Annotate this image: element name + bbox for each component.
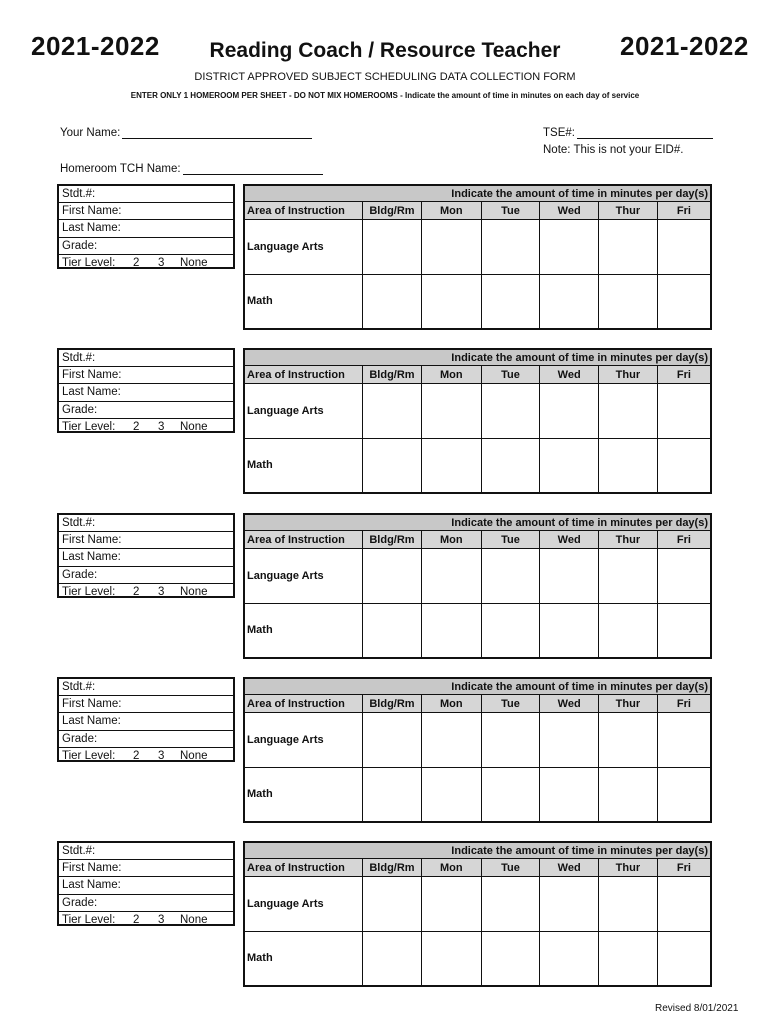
thur-minutes-input[interactable]: [599, 438, 658, 493]
mon-minutes-input[interactable]: [421, 274, 481, 329]
tse-label: TSE#:: [543, 127, 575, 139]
minutes-header: Indicate the amount of time in minutes per day(s): [244, 842, 711, 859]
grade-field[interactable]: [59, 731, 233, 748]
last-name-field[interactable]: [59, 549, 233, 566]
area-of-instruction-header: Area of Instruction: [244, 202, 363, 220]
student-info-box: [57, 513, 235, 598]
fri-minutes-input[interactable]: [657, 438, 711, 493]
day-header-wed: Wed: [540, 859, 599, 877]
schedule-grid: [243, 513, 712, 659]
first-name-label: First Name:: [62, 534, 122, 547]
subject-row-language-arts: [244, 220, 711, 274]
thur-minutes-input[interactable]: [599, 767, 658, 822]
stdt-number-field[interactable]: [59, 186, 233, 203]
grade-label: Grade:: [62, 568, 98, 581]
first-name-field[interactable]: [59, 532, 233, 549]
day-header-fri: Fri: [657, 695, 711, 713]
subject-row-math: [244, 274, 711, 329]
first-name-field[interactable]: [59, 860, 233, 877]
student-block: [57, 841, 712, 987]
tue-minutes-input[interactable]: [481, 220, 540, 274]
day-header-fri: Fri: [657, 366, 711, 384]
day-header-thur: Thur: [599, 531, 658, 549]
tier-option-2[interactable]: 2: [133, 256, 140, 269]
tier-option-2[interactable]: 2: [133, 585, 140, 598]
subject-row-language-arts: [244, 384, 711, 438]
schedule-grid: [243, 841, 712, 987]
thur-minutes-input[interactable]: [599, 274, 658, 329]
bldg-rm-input[interactable]: [363, 767, 422, 822]
day-header-wed: Wed: [540, 202, 599, 220]
wed-minutes-input[interactable]: [540, 767, 599, 822]
wed-minutes-input[interactable]: [540, 274, 599, 329]
thur-minutes-input[interactable]: [599, 931, 658, 986]
tue-minutes-input[interactable]: [481, 877, 540, 931]
your-name-field: [60, 126, 312, 139]
schedule-grid: [243, 677, 712, 823]
minutes-header: Indicate the amount of time in minutes per day(s): [244, 514, 711, 531]
area-of-instruction-header: Area of Instruction: [244, 695, 363, 713]
day-header-wed: Wed: [540, 531, 599, 549]
area-of-instruction-header: Area of Instruction: [244, 366, 363, 384]
day-header-tue: Tue: [481, 695, 540, 713]
tier-option-none[interactable]: None: [180, 913, 208, 926]
wed-minutes-input[interactable]: [540, 220, 599, 274]
stdt-number-field[interactable]: [59, 350, 233, 367]
day-header-tue: Tue: [481, 859, 540, 877]
subject-label-language-arts: Language Arts: [244, 220, 363, 274]
student-info-box: [57, 348, 235, 433]
bldg-rm-input[interactable]: [363, 220, 422, 274]
grade-field[interactable]: [59, 567, 233, 584]
tue-minutes-input[interactable]: [481, 438, 540, 493]
fri-minutes-input[interactable]: [657, 549, 711, 603]
day-header-thur: Thur: [599, 859, 658, 877]
mon-minutes-input[interactable]: [421, 384, 481, 438]
stdt-label: Stdt.#:: [62, 517, 96, 529]
day-header-mon: Mon: [421, 695, 481, 713]
minutes-header: Indicate the amount of time in minutes per day(s): [244, 185, 711, 202]
thur-minutes-input[interactable]: [599, 220, 658, 274]
student-info-box: [57, 184, 235, 269]
bldg-rm-header: Bldg/Rm: [363, 859, 422, 877]
first-name-field[interactable]: [59, 203, 233, 220]
tier-label: Tier Level:: [62, 420, 116, 433]
wed-minutes-input[interactable]: [540, 713, 599, 767]
first-name-field[interactable]: [59, 696, 233, 713]
last-name-label: Last Name:: [62, 222, 121, 235]
fri-minutes-input[interactable]: [657, 384, 711, 438]
tier-label: Tier Level:: [62, 913, 116, 926]
day-header-fri: Fri: [657, 531, 711, 549]
last-name-label: Last Name:: [62, 551, 121, 564]
bldg-rm-header: Bldg/Rm: [363, 695, 422, 713]
subject-label-math: Math: [244, 274, 363, 329]
last-name-label: Last Name:: [62, 879, 121, 892]
grade-label: Grade:: [62, 239, 98, 252]
last-name-label: Last Name:: [62, 386, 121, 399]
mon-minutes-input[interactable]: [421, 438, 481, 493]
minutes-header: Indicate the amount of time in minutes per day(s): [244, 349, 711, 366]
wed-minutes-input[interactable]: [540, 384, 599, 438]
mon-minutes-input[interactable]: [421, 220, 481, 274]
homeroom-input[interactable]: [183, 162, 323, 175]
stdt-label: Stdt.#:: [62, 352, 96, 364]
subject-row-language-arts: [244, 877, 711, 931]
day-header-thur: Thur: [599, 366, 658, 384]
day-header-mon: Mon: [421, 366, 481, 384]
first-name-label: First Name:: [62, 369, 122, 382]
form-instruction: ENTER ONLY 1 HOMEROOM PER SHEET - DO NOT MIX HOMEROOMS - Indicate the amount of time in minutes on each day of service: [130, 91, 640, 100]
wed-minutes-input[interactable]: [540, 603, 599, 658]
your-name-input[interactable]: [122, 126, 312, 139]
tier-option-none[interactable]: None: [180, 420, 208, 433]
student-block: [57, 513, 712, 659]
subject-row-language-arts: [244, 549, 711, 603]
tue-minutes-input[interactable]: [481, 384, 540, 438]
tier-option-3[interactable]: 3: [158, 913, 165, 926]
grade-field[interactable]: [59, 238, 233, 255]
bldg-rm-input[interactable]: [363, 713, 422, 767]
tier-option-2[interactable]: 2: [133, 913, 140, 926]
fri-minutes-input[interactable]: [657, 603, 711, 658]
thur-minutes-input[interactable]: [599, 713, 658, 767]
mon-minutes-input[interactable]: [421, 931, 481, 986]
first-name-label: First Name:: [62, 862, 122, 875]
bldg-rm-header: Bldg/Rm: [363, 366, 422, 384]
tier-option-none[interactable]: None: [180, 585, 208, 598]
bldg-rm-header: Bldg/Rm: [363, 531, 422, 549]
form-subtitle: DISTRICT APPROVED SUBJECT SCHEDULING DATA COLLECTION FORM: [194, 71, 576, 83]
wed-minutes-input[interactable]: [540, 549, 599, 603]
student-block: [57, 677, 712, 823]
subject-label-math: Math: [244, 767, 363, 822]
day-header-wed: Wed: [540, 695, 599, 713]
year-left: 2021-2022: [31, 31, 160, 61]
day-header-wed: Wed: [540, 366, 599, 384]
tier-level-field[interactable]: [59, 748, 233, 765]
grade-field[interactable]: [59, 402, 233, 419]
bldg-rm-input[interactable]: [363, 549, 422, 603]
thur-minutes-input[interactable]: [599, 603, 658, 658]
subject-label-math: Math: [244, 931, 363, 986]
revised-date: Revised 8/01/2021: [655, 1003, 739, 1014]
stdt-number-field[interactable]: [59, 679, 233, 696]
subject-row-math: [244, 931, 711, 986]
mon-minutes-input[interactable]: [421, 767, 481, 822]
student-block: [57, 348, 712, 494]
schedule-grid: [243, 184, 712, 330]
tue-minutes-input[interactable]: [481, 767, 540, 822]
tier-level-field[interactable]: [59, 255, 233, 272]
student-info-box: [57, 841, 235, 926]
form-title: Reading Coach / Resource Teacher: [209, 39, 561, 62]
tier-level-field[interactable]: [59, 419, 233, 436]
thur-minutes-input[interactable]: [599, 877, 658, 931]
tue-minutes-input[interactable]: [481, 713, 540, 767]
grade-label: Grade:: [62, 896, 98, 909]
your-name-label: Your Name:: [60, 127, 121, 139]
day-header-thur: Thur: [599, 695, 658, 713]
wed-minutes-input[interactable]: [540, 877, 599, 931]
first-name-label: First Name:: [62, 205, 122, 218]
wed-minutes-input[interactable]: [540, 931, 599, 986]
grade-label: Grade:: [62, 732, 98, 745]
last-name-field[interactable]: [59, 384, 233, 401]
tier-label: Tier Level:: [62, 749, 116, 762]
fri-minutes-input[interactable]: [657, 877, 711, 931]
first-name-field[interactable]: [59, 367, 233, 384]
stdt-label: Stdt.#:: [62, 188, 96, 200]
homeroom-field: [60, 162, 323, 175]
bldg-rm-input[interactable]: [363, 438, 422, 493]
grade-field[interactable]: [59, 895, 233, 912]
student-info-box: [57, 677, 235, 762]
tier-option-2[interactable]: 2: [133, 420, 140, 433]
day-header-fri: Fri: [657, 859, 711, 877]
mon-minutes-input[interactable]: [421, 877, 481, 931]
mon-minutes-input[interactable]: [421, 603, 481, 658]
last-name-field[interactable]: [59, 220, 233, 237]
subject-label-language-arts: Language Arts: [244, 549, 363, 603]
bldg-rm-header: Bldg/Rm: [363, 202, 422, 220]
subject-label-language-arts: Language Arts: [244, 384, 363, 438]
fri-minutes-input[interactable]: [657, 767, 711, 822]
fri-minutes-input[interactable]: [657, 220, 711, 274]
day-header-mon: Mon: [421, 531, 481, 549]
thur-minutes-input[interactable]: [599, 384, 658, 438]
last-name-field[interactable]: [59, 713, 233, 730]
tier-option-none[interactable]: None: [180, 749, 208, 762]
day-header-tue: Tue: [481, 202, 540, 220]
tier-label: Tier Level:: [62, 256, 116, 269]
tier-level-field[interactable]: [59, 584, 233, 601]
stdt-label: Stdt.#:: [62, 845, 96, 857]
tier-option-3[interactable]: 3: [158, 585, 165, 598]
bldg-rm-input[interactable]: [363, 931, 422, 986]
day-header-thur: Thur: [599, 202, 658, 220]
mon-minutes-input[interactable]: [421, 549, 481, 603]
tse-note: Note: This is not your EID#.: [543, 144, 684, 156]
wed-minutes-input[interactable]: [540, 438, 599, 493]
grade-label: Grade:: [62, 403, 98, 416]
tier-option-3[interactable]: 3: [158, 420, 165, 433]
day-header-tue: Tue: [481, 531, 540, 549]
stdt-number-field[interactable]: [59, 515, 233, 532]
student-block: [57, 184, 712, 330]
schedule-grid: [243, 348, 712, 494]
subject-label-math: Math: [244, 603, 363, 658]
subject-label-language-arts: Language Arts: [244, 877, 363, 931]
tier-option-3[interactable]: 3: [158, 749, 165, 762]
tue-minutes-input[interactable]: [481, 931, 540, 986]
homeroom-label: Homeroom TCH Name:: [60, 163, 181, 175]
subject-row-math: [244, 603, 711, 658]
subject-label-language-arts: Language Arts: [244, 713, 363, 767]
tse-field: [543, 126, 713, 139]
bldg-rm-input[interactable]: [363, 384, 422, 438]
tue-minutes-input[interactable]: [481, 603, 540, 658]
area-of-instruction-header: Area of Instruction: [244, 531, 363, 549]
bldg-rm-input[interactable]: [363, 603, 422, 658]
tue-minutes-input[interactable]: [481, 549, 540, 603]
first-name-label: First Name:: [62, 698, 122, 711]
minutes-header: Indicate the amount of time in minutes per day(s): [244, 678, 711, 695]
day-header-fri: Fri: [657, 202, 711, 220]
day-header-mon: Mon: [421, 202, 481, 220]
bldg-rm-input[interactable]: [363, 877, 422, 931]
last-name-label: Last Name:: [62, 715, 121, 728]
fri-minutes-input[interactable]: [657, 931, 711, 986]
tier-option-3[interactable]: 3: [158, 256, 165, 269]
tse-input[interactable]: [577, 126, 713, 139]
day-header-mon: Mon: [421, 859, 481, 877]
stdt-number-field[interactable]: [59, 843, 233, 860]
tier-option-2[interactable]: 2: [133, 749, 140, 762]
tue-minutes-input[interactable]: [481, 274, 540, 329]
mon-minutes-input[interactable]: [421, 713, 481, 767]
subject-row-language-arts: [244, 713, 711, 767]
last-name-field[interactable]: [59, 877, 233, 894]
area-of-instruction-header: Area of Instruction: [244, 859, 363, 877]
fri-minutes-input[interactable]: [657, 274, 711, 329]
tier-level-field[interactable]: [59, 912, 233, 929]
subject-row-math: [244, 767, 711, 822]
bldg-rm-input[interactable]: [363, 274, 422, 329]
day-header-tue: Tue: [481, 366, 540, 384]
fri-minutes-input[interactable]: [657, 713, 711, 767]
year-right: 2021-2022: [620, 31, 749, 61]
tier-option-none[interactable]: None: [180, 256, 208, 269]
subject-row-math: [244, 438, 711, 493]
stdt-label: Stdt.#:: [62, 681, 96, 693]
tier-label: Tier Level:: [62, 585, 116, 598]
subject-label-math: Math: [244, 438, 363, 493]
thur-minutes-input[interactable]: [599, 549, 658, 603]
